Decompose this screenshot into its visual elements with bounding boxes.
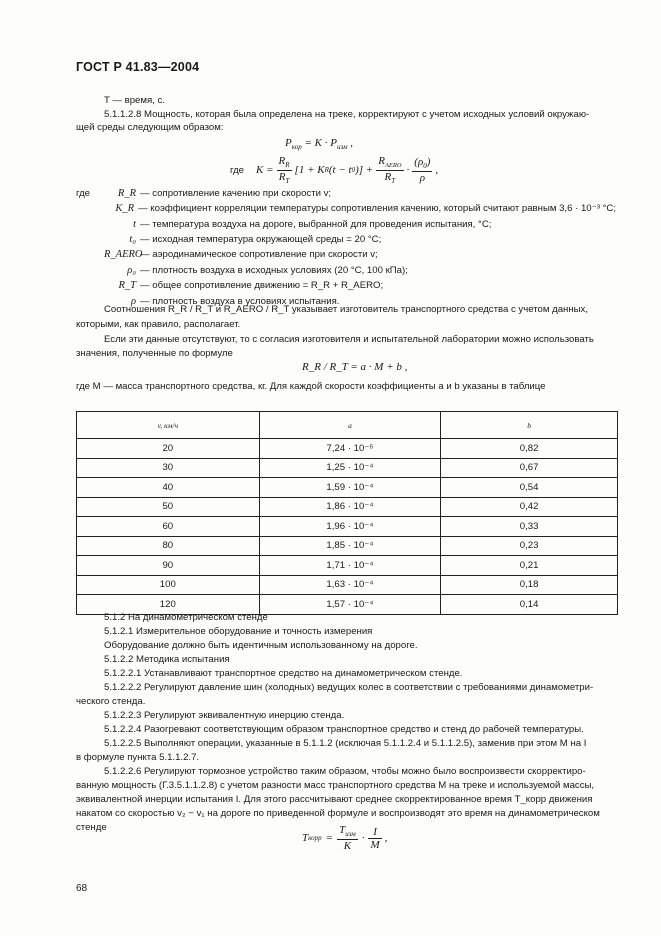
section-line: накатом со скоростью v₂ − v₁ на дороге по приведенной формуле и воспроизводят это время на динамометрическом (76, 808, 600, 819)
cell-b: 0,82 (441, 439, 618, 459)
rt-sub: T (285, 176, 290, 185)
cell-a: 1,59 · 10⁻⁴ (259, 478, 441, 498)
rho0-sub: 0 (423, 162, 427, 171)
formula4-lhs: T (302, 832, 309, 844)
k-symbol: K (343, 839, 352, 852)
table-row (77, 439, 618, 459)
definition-symbol: t (133, 218, 136, 230)
ratios-paragraph-line4: значения, полученные по формуле (76, 348, 233, 359)
fraction-tizm-k (337, 824, 358, 851)
section-line: стенде (76, 822, 107, 833)
section-line: 5.1.2.2.1 Устанавливают транспортное средство на динамометрическом стенде. (104, 668, 463, 679)
section-line: 5.1.2.1 Измерительное оборудование и точность измерения (104, 626, 373, 637)
cell-b: 0,33 (441, 517, 618, 537)
definition-symbol: ρ₀ (127, 264, 136, 276)
definition-text: — сопротивление качению при скорости v; (140, 187, 332, 199)
paragraph-5-1-1-2-8-line1: 5.1.1.2.8 Мощность, которая была определена на треке, корректируют с учетом исходных условий окружаю- (104, 109, 590, 120)
coefficients-table (76, 411, 618, 615)
definition-row (76, 263, 616, 278)
cell-b: 0,21 (441, 556, 618, 576)
ratios-paragraph-line2: которыми, как правило, располагает. (76, 319, 241, 330)
formula-corrected-time (302, 822, 387, 854)
cell-a: 1,71 · 10⁻⁴ (259, 556, 441, 576)
definition-text: — плотность воздуха в условиях испытания. (140, 295, 340, 307)
formula2-bracket-sub: R (324, 166, 329, 174)
definition-text: — аэродинамическое сопротивление при скорости v; (140, 249, 378, 261)
section-line: эквивалентной инерции испытания I. Для этого рассчитывают среднее скорректированное время T_корр движения (76, 794, 593, 805)
formula1-rhs-sub: изм (336, 143, 348, 152)
formula2-bracket: [1 + K (294, 164, 325, 176)
raero-symbol: R (378, 155, 385, 168)
raero-sub: AERO (384, 162, 402, 170)
formula4-dot: · (361, 832, 365, 844)
section-line: 5.1.2.2.2 Регулируют давление шин (холодных) ведущих колес в соответствии с требованиями динамометри- (104, 682, 594, 693)
rt-symbol: R (278, 170, 286, 183)
formula4-eq: = (325, 832, 334, 844)
formula-ratio-linear: R_R / R_T = a · M + b , (302, 361, 408, 373)
fraction-i-m (368, 826, 381, 851)
cell-a: 1,96 · 10⁻⁴ (259, 517, 441, 537)
cell-speed: 90 (77, 556, 260, 576)
formula1-lhs: P (285, 137, 292, 149)
cell-a: 1,85 · 10⁻⁴ (259, 536, 441, 556)
header-speed: v, км/ч (77, 412, 260, 439)
definition-symbol: R_AERO (104, 249, 143, 261)
definition-symbol: R_T (118, 280, 136, 292)
cell-b: 0,23 (441, 536, 618, 556)
cell-a: 7,24 · 10⁻⁵ (259, 439, 441, 459)
cell-speed: 40 (77, 478, 260, 498)
cell-speed: 60 (77, 517, 260, 537)
section-line: ванную мощность (Г.3.5.1.1.2.8) с учетом разности масс транспортного средства M на треке и используемой массы, (76, 780, 595, 791)
rho0-symbol: (ρ (414, 156, 424, 169)
cell-speed: 20 (77, 439, 260, 459)
tizm-sub: изм (345, 830, 356, 839)
section-line: в формуле пункта 5.1.1.2.7. (76, 752, 200, 763)
table-row (77, 517, 618, 537)
rr-symbol: R (278, 155, 286, 168)
definition-text: — температура воздуха на дороге, выбранной для проведения испытания, °С; (140, 218, 492, 230)
formula1-lhs-sub: кор (291, 143, 302, 152)
formula2-bracket-end: )] + (355, 164, 374, 176)
formula-power-corrected (285, 137, 353, 151)
definition-text: — плотность воздуха в исходных условиях (20 °С, 100 кПа); (140, 264, 408, 276)
table-header-row (77, 412, 618, 439)
symbol-definitions (76, 186, 616, 309)
header-b: b (441, 412, 618, 439)
definition-symbol: t₀ (129, 234, 136, 246)
table-row (77, 575, 618, 595)
cell-speed: 30 (77, 458, 260, 478)
formula1-rhs: = K · P (304, 137, 337, 149)
section-line: 5.1.2.2.6 Регулируют тормозное устройство таким образом, чтобы можно было воспроизвести скорректиро- (104, 766, 586, 777)
section-line: Оборудование должно быть идентичным использованному на дороге. (104, 640, 418, 651)
formula2-bracket-tail: (t − t (328, 164, 352, 176)
formula2-t0-sub: 0 (351, 166, 356, 174)
formula4-lhs-sub: корр (308, 834, 322, 842)
cell-b: 0,67 (441, 458, 618, 478)
definition-symbol: R_R (117, 187, 136, 199)
table-row (77, 497, 618, 517)
section-line: 5.1.2 На динамометрическом стенде (104, 612, 268, 623)
table-row (77, 458, 618, 478)
table-row (77, 556, 618, 576)
section-line: 5.1.2.2.5 Выполняют операции, указанные в 5.1.1.2 (исключая 5.1.1.2.4 и 5.1.1.2.5), заменив при этом M на I (104, 738, 587, 749)
cell-b: 0,14 (441, 595, 618, 615)
formula2-k-eq: K = (256, 164, 274, 176)
rt-symbol-2: R (384, 170, 392, 183)
formula-k-coefficient (230, 155, 438, 185)
cell-b: 0,54 (441, 478, 618, 498)
definition-row (76, 232, 616, 247)
definition-row (76, 217, 616, 232)
fraction-rho0-rho (412, 156, 432, 183)
formula2-where: где (230, 164, 245, 176)
definition-symbol: ρ (130, 295, 136, 307)
cell-a: 1,57 · 10⁻⁴ (259, 595, 441, 615)
definition-symbol: K_R (115, 203, 135, 215)
definition-text: — общее сопротивление движению = R_R + R_AERO; (140, 280, 384, 292)
section-line: ческого стенда. (76, 696, 146, 707)
page-number: 68 (76, 883, 88, 894)
cell-speed: 80 (77, 536, 260, 556)
definition-lead: где (76, 187, 91, 199)
rho-symbol: ρ (419, 171, 425, 184)
rho0-end: ) (426, 156, 431, 169)
cell-a: 1,25 · 10⁻⁴ (259, 458, 441, 478)
m-symbol: M (370, 838, 380, 851)
section-line: 5.1.2.2 Методика испытания (104, 654, 230, 665)
definition-text: — исходная температура окружающей среды = 20 °С; (140, 234, 382, 246)
section-line: 5.1.2.2.3 Регулируют эквивалентную инерцию стенда. (104, 710, 345, 721)
ratios-paragraph-line3: Если эти данные отсутствуют, то с согласия изготовителя и испытательной лаборатории можно использовать (104, 334, 594, 345)
definition-row (76, 248, 616, 263)
paragraph-5-1-1-2-8-line2: щей среды следующим образом: (76, 122, 224, 133)
formula2-dot: · (406, 164, 410, 176)
fraction-rr-rt (277, 155, 292, 184)
cell-speed: 120 (77, 595, 260, 615)
fraction-raero-rt (376, 155, 403, 184)
cell-speed: 50 (77, 497, 260, 517)
definition-row (76, 278, 616, 293)
definition-row (76, 186, 616, 201)
cell-a: 1,63 · 10⁻⁴ (259, 575, 441, 595)
definition-row (76, 201, 616, 216)
i-symbol: I (368, 826, 381, 839)
header-a: a (259, 412, 441, 439)
rr-sub: R (285, 161, 290, 170)
cell-speed: 100 (77, 575, 260, 595)
time-definition: T — время, с. (104, 95, 165, 106)
table-row (77, 536, 618, 556)
cell-b: 0,42 (441, 497, 618, 517)
ratios-paragraph-line1: Соотношения R_R / R_T и R_AERO / R_T указывает изготовитель транспортного средства с учетом данных, (104, 304, 589, 315)
definition-text: — коэффициент корреляции температуры сопротивления качению, который считают равным 3,6 · 10⁻³ °С; (138, 203, 616, 215)
document-title: ГОСТ Р 41.83—2004 (76, 60, 200, 74)
rt-sub-2: T (391, 176, 396, 185)
formula4-tail: , (384, 832, 388, 844)
section-line: 5.1.2.2.4 Разогревают соответствующим образом транспортное средство и стенд до рабочей температуры. (104, 724, 584, 735)
cell-a: 1,86 · 10⁻⁴ (259, 497, 441, 517)
formula2-comma: , (435, 164, 439, 176)
tizm-symbol: T (339, 824, 346, 837)
cell-b: 0,18 (441, 575, 618, 595)
table-row (77, 478, 618, 498)
where-mass-line: где M — масса транспортного средства, кг. Для каждой скорости коэффициенты a и b указаны в таблице (76, 381, 546, 392)
formula1-tail: , (347, 137, 354, 149)
